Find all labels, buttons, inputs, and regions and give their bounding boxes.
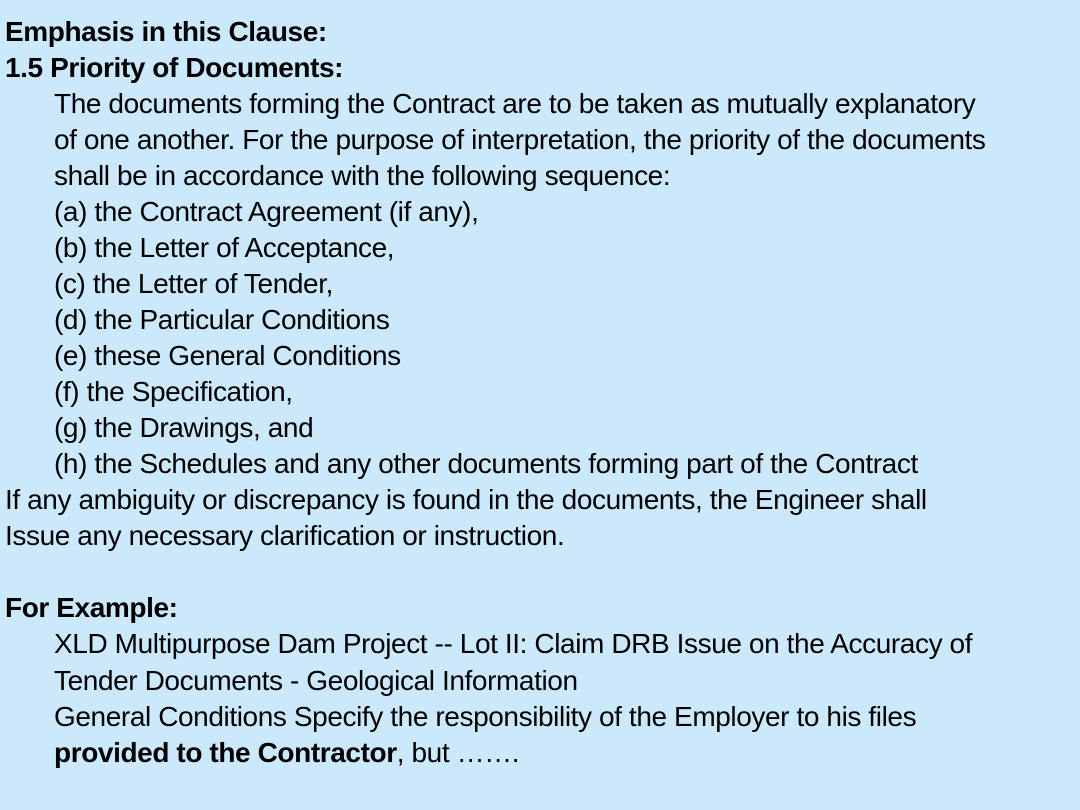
example-last-bold: provided to the Contractor <box>54 737 397 768</box>
sequence-item-c: (c) the Letter of Tender, <box>54 268 333 299</box>
sequence-item-e: (e) these General Conditions <box>54 340 401 371</box>
clause-title: 1.5 Priority of Documents: <box>5 52 344 83</box>
example-line: XLD Multipurpose Dam Project -- Lot II: Claim DRB Issue on the Accuracy of <box>54 628 973 659</box>
ambiguity-line: Issue any necessary clarification or instruction. <box>5 520 565 551</box>
example-heading: For Example: <box>5 592 178 623</box>
sequence-item-f: (f) the Specification, <box>54 376 293 407</box>
example-line: Tender Documents - Geological Information <box>54 665 578 696</box>
intro-line: shall be in accordance with the following sequence: <box>54 160 671 191</box>
emphasis-heading: Emphasis in this Clause: <box>5 16 327 47</box>
sequence-item-a: (a) the Contract Agreement (if any), <box>54 196 479 227</box>
example-last-rest: , but ……. <box>396 737 520 768</box>
intro-line: The documents forming the Contract are to be taken as mutually explanatory <box>54 88 976 119</box>
ambiguity-line: If any ambiguity or discrepancy is found in the documents, the Engineer shall <box>5 484 927 515</box>
sequence-item-h: (h) the Schedules and any other documents forming part of the Contract <box>54 448 918 479</box>
intro-line: of one another. For the purpose of interpretation, the priority of the documents <box>54 124 986 155</box>
sequence-item-b: (b) the Letter of Acceptance, <box>54 232 395 263</box>
sequence-item-d: (d) the Particular Conditions <box>54 304 390 335</box>
sequence-item-g: (g) the Drawings, and <box>54 412 314 443</box>
example-line: General Conditions Specify the responsibility of the Employer to his files <box>54 701 917 732</box>
example-last-line <box>54 735 519 771</box>
